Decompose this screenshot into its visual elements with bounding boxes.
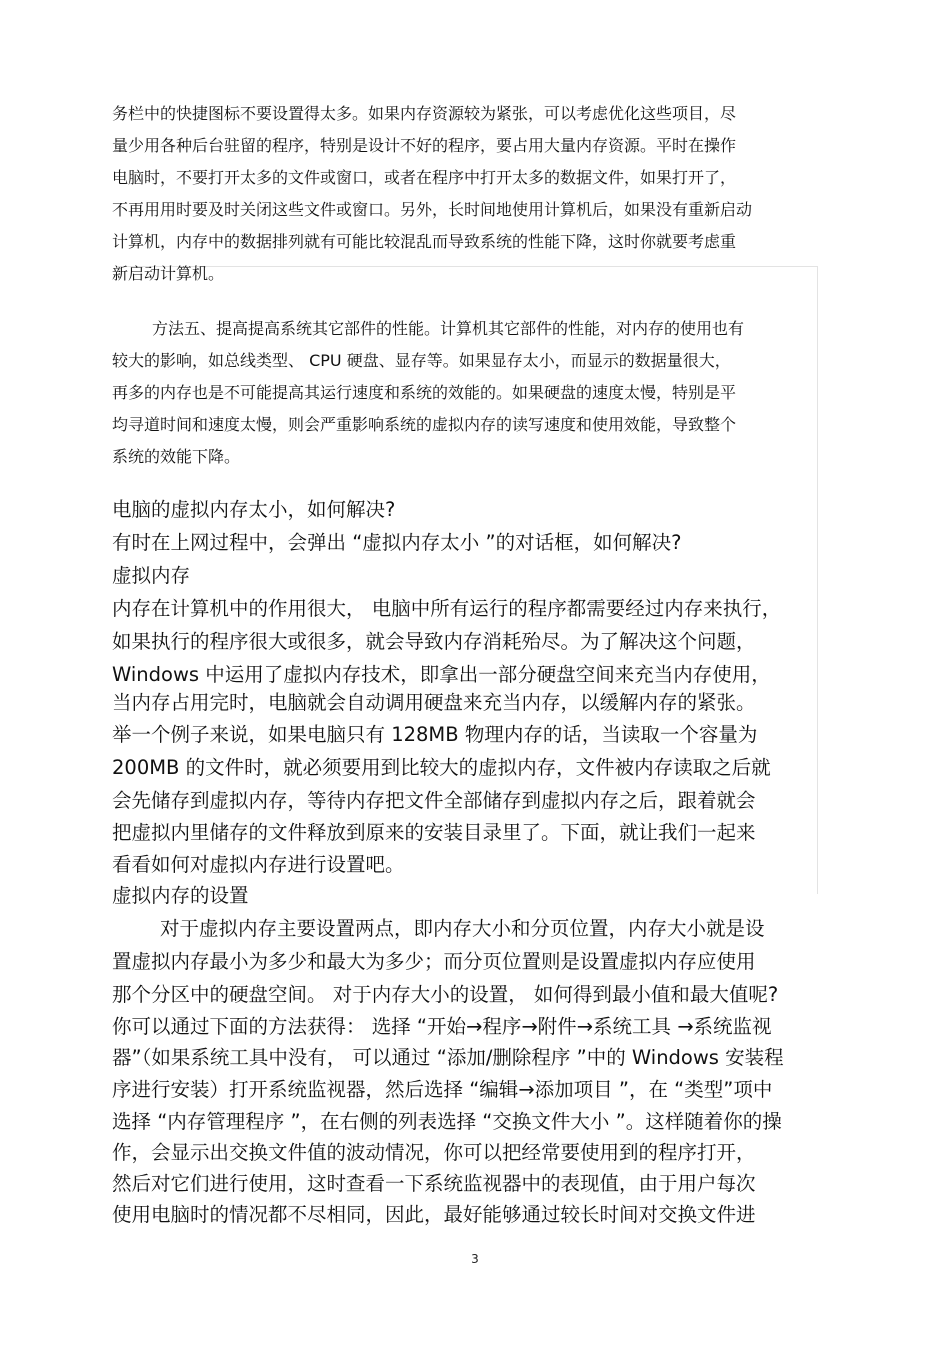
page-number: 3 <box>471 1252 479 1266</box>
virtual-memory-subheading: 虚拟内存 <box>112 564 191 587</box>
virtual-memory-line-14: 对于虚拟内存主要设置两点，即内存大小和分页位置，内存大小就是设 <box>160 917 765 940</box>
method5-paragraph-line-1: 方法五、提高提高系统其它部件的性能。计算机其它部件的性能，对内存的使用也有 <box>152 319 745 338</box>
top-paragraph-line-2: 量少用各种后台驻留的程序，特别是设计不好的程序，要占用大量内存资源。平时在操作 <box>112 136 737 155</box>
top-paragraph-line-4: 不再用用时要及时关闭这些文件或窗口。另外，长时间地使用计算机后，如果没有重新启动 <box>112 200 753 219</box>
virtual-memory-line-22: 然后对它们进行使用，这时查看一下系统监视器中的表现值，由于用户每次 <box>112 1172 756 1195</box>
virtual-memory-line-7: 当内存占用完时，电脑就会自动调用硬盘来充当内存，以缓解内存的紧张。 <box>112 691 756 714</box>
method5-paragraph-line-3: 再多的内存也是不可能提高其运行速度和系统的效能的。如果硬盘的速度太慢，特别是平 <box>112 383 737 402</box>
virtual-memory-line-12: 看看如何对虚拟内存进行设置吧。 <box>112 853 405 876</box>
top-paragraph-line-5: 计算机，内存中的数据排列就有可能比较混乱而导致系统的性能下降，这时你就要考虑重 <box>112 232 737 251</box>
method5-paragraph-line-2: 较大的影响，如总线类型、 CPU 硬盘、显存等。如果显存太小，而显示的数据量很大， <box>112 351 731 370</box>
virtual-memory-line-23: 使用电脑时的情况都不尽相同，因此，最好能够通过较长时间对交换文件进 <box>112 1203 756 1226</box>
virtual-memory-line-17: 你可以通过下面的方法获得： 选择 “开始→程序→附件→系统工具 →系统监视 <box>112 1015 772 1038</box>
top-paragraph-line-1: 务栏中的快捷图标不要设置得太多。如果内存资源较为紧张，可以考虑优化这些项目，尽 <box>112 104 737 123</box>
virtual-memory-line-15: 置虚拟内存最小为多少和最大为多少；而分页位置则是设置虚拟内存应使用 <box>112 950 756 973</box>
method5-paragraph-line-5: 系统的效能下降。 <box>112 447 241 466</box>
virtual-memory-line-18: 器”（如果系统工具中没有， 可以通过 “添加/删除程序 ”中的 Windows 安装程 <box>112 1046 784 1069</box>
virtual-memory-settings-heading: 虚拟内存的设置 <box>112 884 249 907</box>
top-paragraph-line-3: 电脑时，不要打开太多的文件或窗口，或者在程序中打开太多的数据文件，如果打开了， <box>112 168 737 187</box>
virtual-memory-line-9: 200MB 的文件时，就必须要用到比较大的虚拟内存，文件被内存读取之后就 <box>112 756 771 779</box>
method5-paragraph-line-4: 均寻道时间和速度太慢，则会严重影响系统的虚拟内存的读写速度和使用效能，导致整个 <box>112 415 737 434</box>
virtual-memory-line-2: 有时在上网过程中，会弹出 “虚拟内存太小 ”的对话框，如何解决? <box>112 531 682 554</box>
virtual-memory-line-10: 会先储存到虚拟内存，等待内存把文件全部储存到虚拟内存之后，跟着就会 <box>112 789 756 812</box>
virtual-memory-question-heading: 电脑的虚拟内存太小，如何解决? <box>112 498 396 521</box>
virtual-memory-line-21: 作，会显示出交换文件值的波动情况，你可以把经常要使用到的程序打开， <box>112 1141 756 1164</box>
virtual-memory-line-6: Windows 中运用了虚拟内存技术，即拿出一部分硬盘空间来充当内存使用， <box>112 663 771 686</box>
virtual-memory-line-5: 如果执行的程序很大或很多，就会导致内存消耗殆尽。为了解决这个问题， <box>112 630 756 653</box>
virtual-memory-line-11: 把虚拟内里储存的文件释放到原来的安装目录里了。下面，就让我们一起来 <box>112 821 756 844</box>
virtual-memory-line-16: 那个分区中的硬盘空间。 对于内存大小的设置， 如何得到最小值和最大值呢? <box>112 983 779 1006</box>
virtual-memory-line-4: 内存在计算机中的作用很大， 电脑中所有运行的程序都需要经过内存来执行， <box>112 597 782 620</box>
virtual-memory-line-19: 序进行安装）打开系统监视器，然后选择 “编辑→添加项目 ”，在 “类型”项中 <box>112 1078 773 1101</box>
virtual-memory-line-20: 选择 “内存管理程序 ”，在右侧的列表选择 “交换文件大小 ”。这样随着你的操 <box>112 1110 782 1133</box>
virtual-memory-line-8: 举一个例子来说，如果电脑只有 128MB 物理内存的话，当读取一个容量为 <box>112 723 758 746</box>
top-paragraph-line-6: 新启动计算机。 <box>112 264 225 283</box>
